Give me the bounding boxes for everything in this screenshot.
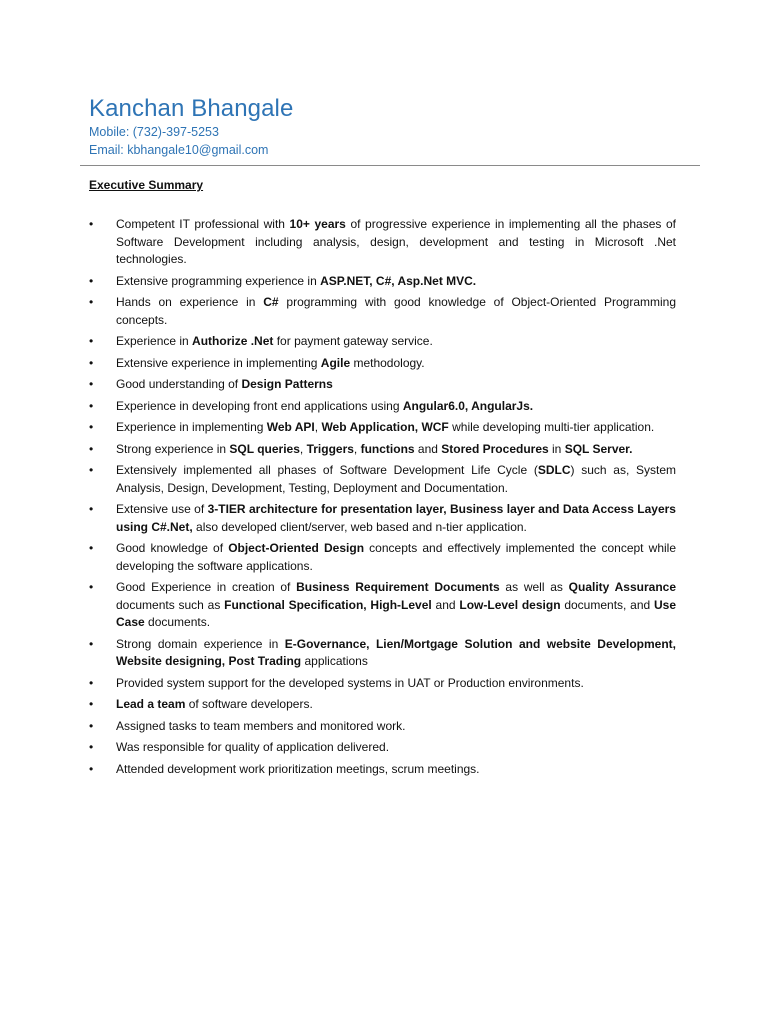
bullet-icon: • (89, 334, 94, 348)
summary-bullet-item (89, 398, 676, 416)
bullet-text: Hands on experience in C# programming with good knowledge of Object-Oriented Programming concepts. (116, 295, 676, 327)
bullet-text: Experience in Authorize .Net for payment gateway service. (116, 334, 433, 348)
bullet-text: Extensive programming experience in ASP.NET, C#, Asp.Net MVC. (116, 273, 477, 288)
bold-term: Business Requirement Documents (296, 580, 500, 594)
bold-term: Lead a team (116, 697, 186, 711)
summary-bullet-item (89, 216, 676, 269)
bold-term: C# (263, 295, 279, 309)
bullet-text: Attended development work prioritization meetings, scrum meetings. (116, 761, 480, 776)
bullet-text: Extensively implemented all phases of Software Development Life Cycle (SDLC) such as, System Analysis, Design, Development, Testing, Deployment and Documentation. (116, 463, 676, 495)
summary-bullet-item (89, 462, 676, 497)
bullet-text: Good Experience in creation of Business Requirement Documents as well as Quality Assurance documents such as Functional Specification, High-Level and Low-Level design documents, and Use Case documents. (116, 580, 676, 629)
section-title-executive-summary: Executive Summary (89, 178, 204, 192)
bullet-icon: • (89, 441, 94, 456)
candidate-name: Kanchan Bhangale (89, 95, 294, 122)
bold-term: Web Application, WCF (321, 420, 449, 434)
summary-bullet-item (89, 675, 676, 693)
bullet-icon: • (89, 377, 94, 391)
summary-bullet-item (89, 696, 676, 714)
bullet-text: Assigned tasks to team members and monitored work. (116, 718, 406, 733)
bullet-icon: • (89, 697, 94, 711)
summary-bullet-item (89, 419, 676, 437)
bold-term: Object-Oriented Design (228, 541, 365, 555)
bullet-icon: • (89, 355, 94, 370)
bold-term: Authorize .Net (192, 334, 274, 348)
bullet-icon: • (89, 541, 94, 555)
bold-term: SDLC (537, 463, 571, 477)
bullet-text: Strong domain experience in E-Governance, Lien/Mortgage Solution and website Development, Website designing, Post Trading applications (116, 636, 676, 668)
bold-term: ASP.NET, C#, Asp.Net MVC. (320, 273, 477, 288)
bold-term: SQL Server. (564, 441, 633, 456)
bold-term: functions (360, 441, 415, 456)
summary-bullet-item (89, 501, 676, 536)
summary-bullet-item (89, 718, 676, 736)
bold-term: Design Patterns (241, 377, 333, 391)
bold-term: Angular6.0, AngularJs. (402, 398, 534, 413)
executive-summary-list (89, 216, 676, 782)
summary-bullet-item (89, 739, 676, 757)
bullet-icon: • (89, 580, 94, 594)
summary-bullet-item (89, 579, 676, 632)
summary-bullet-item (89, 273, 676, 291)
bullet-icon: • (89, 675, 94, 690)
summary-bullet-item (89, 355, 676, 373)
bullet-icon: • (89, 718, 94, 733)
bold-term: Web API (266, 420, 315, 434)
bold-term: E-Governance, Lien/Mortgage Solution and website Development, Website designing, Post Trading (116, 636, 676, 668)
bullet-text: Experience in implementing Web API, Web Application, WCF while developing multi-tier application. (116, 420, 655, 434)
summary-bullet-item (89, 761, 676, 779)
bold-term: Functional Specification, High-Level (224, 597, 432, 612)
bold-term: 3-TIER architecture for presentation layer, Business layer and Data Access Layers using C#.Net, (116, 502, 676, 534)
bullet-icon: • (89, 273, 94, 288)
bullet-text: Was responsible for quality of application delivered. (116, 740, 390, 754)
bullet-icon: • (89, 217, 94, 231)
summary-bullet-item (89, 294, 676, 329)
header-divider (80, 165, 700, 166)
bullet-text: Lead a team of software developers. (116, 697, 313, 711)
bullet-icon: • (89, 761, 94, 776)
bold-term: Quality Assurance (568, 580, 676, 594)
bold-term: Use Case (116, 597, 676, 629)
bullet-icon: • (89, 502, 94, 516)
summary-bullet-item (89, 376, 676, 394)
bold-term: Agile (320, 355, 351, 370)
bullet-icon: • (89, 636, 94, 651)
bullet-icon: • (89, 463, 94, 477)
summary-bullet-item (89, 540, 676, 575)
bullet-text: Competent IT professional with 10+ years of progressive experience in implementing all the phases of Software Development including analysis, design, development and testing in Microsoft .Net technologies. (116, 217, 676, 266)
bold-term: Triggers (306, 441, 354, 456)
bold-term: Low-Level design (459, 597, 561, 612)
summary-bullet-item (89, 333, 676, 351)
summary-bullet-item (89, 636, 676, 671)
bullet-text: Strong experience in SQL queries, Triggers, functions and Stored Procedures in SQL Server. (116, 441, 633, 456)
bold-term: 10+ years (289, 217, 346, 231)
bold-term: SQL queries (229, 441, 300, 456)
mobile-number: Mobile: (732)-397-5253 (89, 125, 219, 139)
bullet-icon: • (89, 398, 94, 413)
bullet-text: Good understanding of Design Patterns (116, 377, 333, 391)
bullet-text: Extensive experience in implementing Agile methodology. (116, 355, 425, 370)
bullet-icon: • (89, 740, 94, 754)
bullet-text: Provided system support for the developed systems in UAT or Production environments. (116, 675, 584, 690)
email-address: Email: kbhangale10@gmail.com (89, 143, 269, 157)
bullet-text: Good knowledge of Object-Oriented Design concepts and effectively implemented the concept while developing the software applications. (116, 541, 676, 573)
bullet-icon: • (89, 420, 94, 434)
summary-bullet-item (89, 441, 676, 459)
bullet-text: Experience in developing front end applications using Angular6.0, AngularJs. (116, 398, 534, 413)
bold-term: Stored Procedures (441, 441, 549, 456)
bullet-icon: • (89, 295, 94, 309)
bullet-text: Extensive use of 3-TIER architecture for presentation layer, Business layer and Data Access Layers using C#.Net, also developed client/server, web based and n-tier application. (116, 502, 676, 534)
